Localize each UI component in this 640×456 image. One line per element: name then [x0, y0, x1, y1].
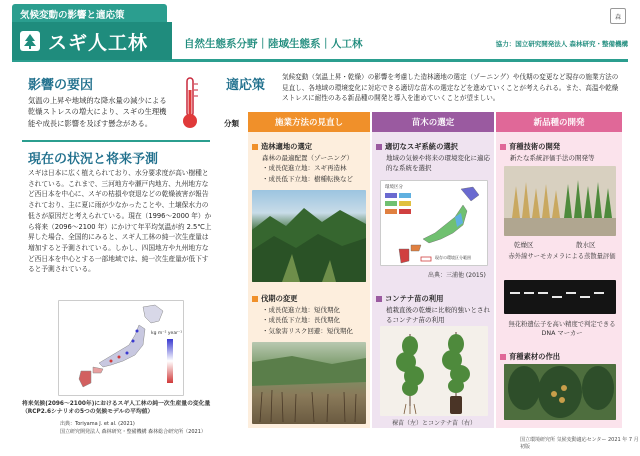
col-head-breeding: 新品種の開発	[496, 112, 622, 132]
section-divider	[22, 140, 210, 142]
label-wet: 散水区	[576, 241, 596, 249]
corner-mark: 森	[610, 8, 626, 24]
bullet-icon	[376, 296, 382, 302]
label-dry: 乾燥区	[514, 241, 534, 249]
list-item: 新たな系統評価手法の開発等	[510, 154, 595, 162]
cooperation-credit: 協力：国立研究開発法人 森林研究・整備機構	[495, 40, 628, 48]
list-item: ・気象害リスク回避：短伐期化	[262, 326, 353, 335]
item-breeding-material-label: 育種素材の作出	[509, 352, 561, 361]
category-tab: 気候変動の影響と適応策	[12, 4, 167, 22]
thermal-trial-photo	[504, 166, 616, 236]
breeding-material-photo	[504, 364, 616, 420]
item-site-selection-label: 造林適地の選定	[261, 142, 313, 151]
zone-map-title: 環境区分	[385, 185, 403, 190]
container-list	[386, 305, 490, 326]
list-item: ・成長低下立地：長伐期化	[262, 316, 340, 325]
list-item: るコンテナ苗の利用	[386, 316, 445, 325]
item-breeding-tech-label: 育種技術の開発	[509, 142, 561, 151]
map-source: 出典：Toriyama J. et al. (2021)	[60, 421, 135, 427]
bullet-icon	[500, 354, 506, 360]
item-container-seedling	[376, 294, 443, 304]
bullet-icon	[252, 144, 258, 150]
adaptation-text: 気候変動（気温上昇・乾燥）の影響を考慮した造林適地の選定（ゾーニング）や伐期の変更など現存の施業方法の見直し、各地域の環境変化に対応できる適切な苗木の選定などを進めていくことが考えられる。また、高温や乾燥ストレスに耐性のある新品種の開発と導入を進めていくことが望ましい。	[282, 73, 619, 103]
list-item: ・成長促進立地：短伐期化	[262, 306, 340, 314]
item-lineage-selection	[376, 142, 458, 152]
col-head-practice: 施業方法の見直し	[248, 112, 370, 132]
list-item: ・成長促進立地：スギ再造林	[262, 164, 347, 173]
rotation-list	[262, 305, 353, 336]
thermal-caption: 赤外線サーモカメラによる蒸散量評価	[508, 253, 616, 260]
mountain-forest-photo	[252, 190, 366, 282]
footer-credit: 国立環境研究所 気候変動適応センター 2021 年 7 月初版	[520, 437, 639, 450]
item-container-seedling-label: コンテナ苗の利用	[385, 294, 444, 303]
page-subtitle: 自然生態系分野｜陸域生態系｜人工林	[184, 38, 363, 50]
item-site-selection	[252, 142, 312, 152]
title-bar	[12, 22, 628, 62]
map-caption: 将来気候(2096～2100年)におけるスギ人工林の純一次生産量の変化量（RCP2.6シナリオの5つの気候モデルの平均値）	[22, 401, 211, 416]
npp-change-map	[58, 300, 184, 396]
site-selection-list	[262, 153, 353, 184]
dna-caption: 無花粉遺伝子を高い精度で判定できる DNA マーカー	[508, 321, 616, 338]
thermometer-icon	[178, 76, 202, 132]
lineage-list	[386, 153, 490, 174]
map-source-org: 国立研究開発法人 森林研究・整備機構 森林総合研究所（2021）	[60, 429, 206, 435]
category-label: 分類	[224, 119, 239, 128]
title-block	[12, 22, 172, 60]
adaptation-heading: 適応策	[226, 78, 266, 93]
list-item: 森林の最適配置（ゾーニング）	[262, 154, 354, 162]
item-rotation-change	[252, 294, 297, 304]
list-item: 地域の気候や将来の環境変化に適応	[386, 154, 490, 162]
list-item: ・成長低下立地：樹種転換など	[262, 174, 353, 183]
map-legend-unit: kg m⁻² year⁻¹	[151, 331, 183, 336]
bullet-icon	[252, 296, 258, 302]
list-item: 的な系統を選択	[386, 164, 432, 173]
zone-map-note: 現存の環境区分範囲	[435, 255, 471, 260]
item-lineage-selection-label: 適切なスギ系統の選択	[385, 142, 458, 151]
col-head-seedling: 苗木の選定	[372, 112, 494, 132]
bullet-icon	[500, 144, 506, 150]
seedlings-caption: 裸苗（左）とコンテナ苗（右）	[392, 420, 477, 427]
impact-text: 気温の上昇や地域的な降水量の減少による乾燥ストレスの増大により、スギの生理機能や成長に影響を及ぼす懸念がある。	[28, 96, 167, 128]
page-title: スギ人工林	[48, 31, 149, 54]
list-item: 植栽直後の乾燥に比較的強いとされ	[386, 306, 490, 314]
tree-icon	[20, 31, 40, 51]
item-breeding-tech	[500, 142, 560, 152]
item-rotation-change-label: 伐期の変更	[261, 294, 298, 303]
item-breeding-material	[500, 352, 560, 362]
status-heading: 現在の状況と将来予測	[28, 152, 159, 167]
impact-heading: 影響の要因	[28, 78, 94, 93]
dna-gel-image	[504, 280, 616, 314]
environment-zone-map	[380, 180, 488, 266]
zone-map-source: 出典：三浦他 (2015)	[428, 272, 486, 279]
bullet-icon	[376, 144, 382, 150]
seedlings-photo	[380, 326, 488, 416]
status-text: スギは日本に広く植えられており、水分要求度が高い樹種とされている。これまで、三河地方や瀬戸内地方、九州地方など西日本を中心に、スギの枯損や衰退などの乾燥被害が報告されており、主に夏に雨が少なかったことや、土壌保水力の低さが原因だと考えられている。現在（1996～2000 年）から将来（2096～2100 年）にかけて年平均気温が約 2.5℃上昇した場合、全国的にみると、スギ人工林の純一次生産量は増加すると予測されている。しかし、四国地方や九州地方など西日本を中心とする一部地域では、純一次生産量が低下すると予測されている。	[28, 169, 212, 274]
harvest-site-photo	[252, 342, 366, 424]
map-legend-bar	[167, 339, 173, 383]
breeding-list	[510, 153, 595, 163]
